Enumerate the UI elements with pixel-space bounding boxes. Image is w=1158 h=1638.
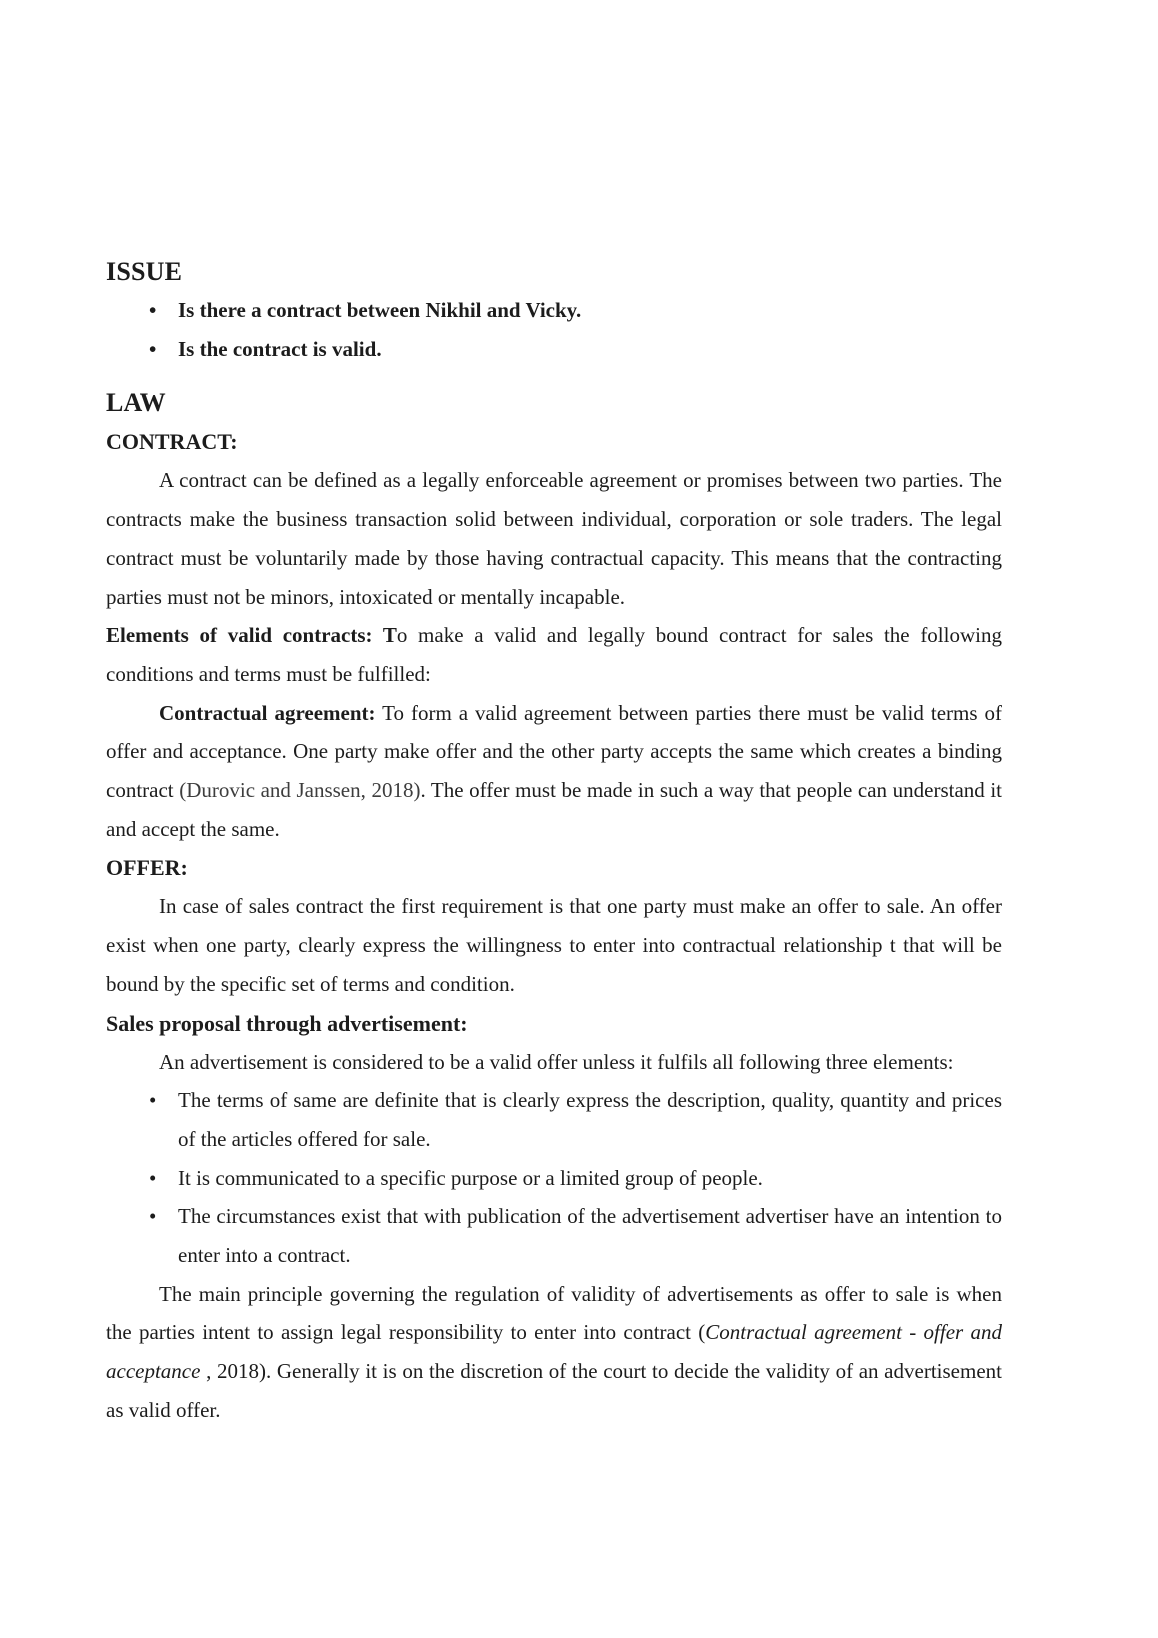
list-item	[106, 1159, 1002, 1198]
bullet-icon: •	[149, 1204, 157, 1229]
advert-bullet-text: The circumstances exist that with publication of the advertisement advertiser have an intention to enter into a contract.	[178, 1204, 1002, 1268]
issue-bullet-text: Is the contract is valid.	[178, 336, 382, 361]
contract-paragraph: A contract can be defined as a legally enforceable agreement or promises between two parties. The contracts make the business transaction solid between individual, corporation or sole traders. The legal contract must be voluntarily made by those having contractual capacity. This means that the contracting parties must not be minors, intoxicated or mentally incapable.	[106, 468, 1002, 609]
sales-proposal-subheading: Sales proposal through advertisement:	[106, 1010, 468, 1036]
elements-lead-text: Elements of valid contracts: T	[106, 623, 397, 648]
bullet-icon: •	[149, 1165, 157, 1190]
list-item	[106, 1081, 1002, 1158]
contractual-agreement-paragraph	[106, 694, 1002, 849]
list-item	[106, 1197, 1002, 1274]
bullet-icon: •	[149, 336, 157, 361]
agreement-body-text: . The offer must be made in such a way that people can understand it and accept the same.	[106, 778, 1003, 841]
offer-subheading: OFFER:	[106, 855, 188, 881]
agreement-lead-text: Contractual agreement:	[159, 700, 376, 725]
agreement-body-text: To form a valid agreement between parties there must be valid terms of offer and acceptance. One party make offer and the other party accepts the same which creates a binding contract	[106, 700, 1002, 803]
closing-body-text: , 2018). Generally it is on the discretion of the court to decide the validity of an advertisement as valid offer.	[106, 1359, 1002, 1422]
citation-text: (Durovic and Janssen, 2018)	[179, 778, 421, 803]
contract-subheading: CONTRACT:	[106, 429, 238, 455]
closing-paragraph	[106, 1275, 1002, 1430]
advertisement-bullet-list	[106, 1081, 1002, 1275]
closing-body-text: The main principle governing the regulation of validity of advertisements as offer to sale is when the parties intent to assign legal responsibility to enter into contract (	[106, 1281, 1002, 1345]
elements-paragraph	[106, 616, 1002, 693]
offer-paragraph: In case of sales contract the first requirement is that one party must make an offer to sale. An offer exist when one party, clearly express the willingness to enter into contractual relationship t that will be bound by the specific set of terms and condition.	[106, 894, 1002, 996]
issue-bullet-list	[106, 291, 1002, 368]
bullet-icon: •	[149, 298, 157, 322]
advert-bullet-text: The terms of same are definite that is clearly express the description, quality, quantity and prices of the articles offered for sale.	[178, 1088, 1002, 1151]
law-heading: LAW	[106, 388, 166, 418]
issue-bullet-text: Is there a contract between Nikhil and Vicky.	[178, 298, 582, 322]
advertisement-paragraph: An advertisement is considered to be a valid offer unless it fulfils all following three elements:	[159, 1049, 954, 1074]
list-item	[106, 291, 1002, 330]
list-item	[106, 330, 1002, 369]
elements-body-text: o make a valid and legally bound contract for sales the following conditions and terms must be fulfilled:	[106, 623, 1002, 686]
advert-bullet-text: It is communicated to a specific purpose or a limited group of people.	[178, 1165, 763, 1190]
closing-italic-citation: Contractual agreement - offer and acceptance	[106, 1320, 1002, 1384]
issue-heading: ISSUE	[106, 257, 183, 286]
bullet-icon: •	[149, 1088, 157, 1113]
